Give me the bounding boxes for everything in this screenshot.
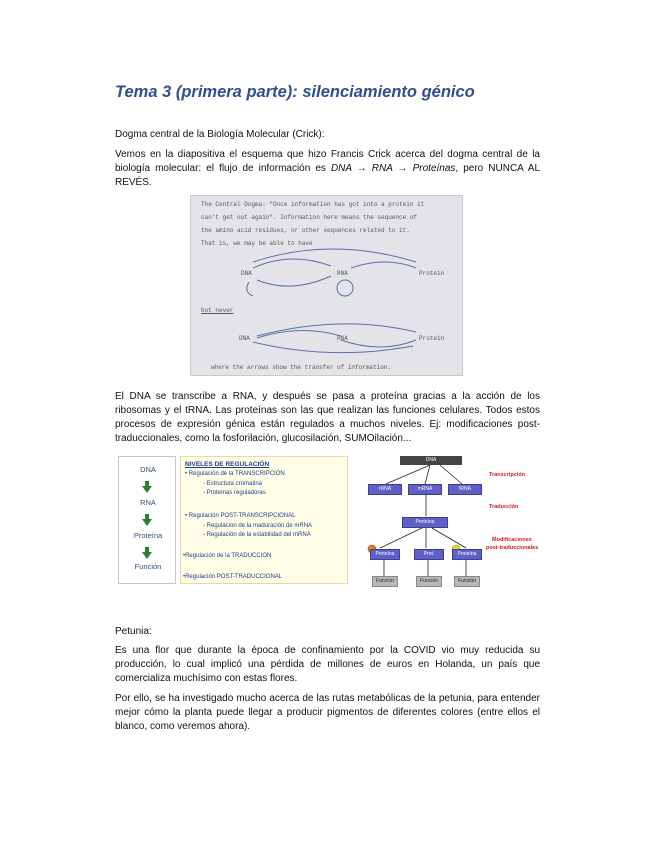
crick-arrows-icon: [191, 196, 463, 376]
section-heading-petunia: Petunia:: [115, 626, 152, 637]
paragraph-dogma: [115, 148, 540, 190]
regulation-item: • Regulación de la TRANSCRIPCIÓN: [185, 471, 285, 477]
figure-text-line: the amino acid residues, or other sequences related to it.: [201, 227, 410, 234]
section-heading-dogma: Dogma central de la Biología Molecular (Crick):: [115, 129, 325, 140]
flow-function: Función: [372, 576, 398, 587]
dogma-column: [118, 456, 176, 584]
flow-trna: tRNA: [448, 484, 482, 495]
label-post-traduccionales: post-traduccionales: [486, 545, 539, 551]
flow-protein: Proteína: [402, 517, 448, 528]
figure-text-line: That is, we may be able to have: [201, 240, 313, 247]
flow-text: DNA → RNA → Proteínas: [330, 163, 456, 174]
figure-text-but-never: but never: [201, 307, 234, 314]
page-title: Tema 3 (primera parte): silenciamiento génico: [115, 83, 475, 101]
figure-label-dna: DNA: [241, 270, 252, 277]
regulation-item: - Regulación de la maduración de mRNA: [203, 523, 313, 529]
regulation-item: • Regulación POST-TRANSCRIPCIONAL: [185, 513, 296, 519]
flow-function: Función: [416, 576, 442, 587]
figure-label-protein: Protein: [419, 335, 445, 342]
regulation-item: - Regulación de la estabilidad del mRNA: [203, 532, 311, 538]
dna-flow-diagram: [360, 456, 550, 588]
paragraph-text: , pero NUNCA AL REVÉS.: [115, 163, 541, 188]
paragraph-expression: El DNA se transcribe a RNA, y después se pasa a proteína gracias a la acción de los ribosomas y el tRNA. Las proteínas son las que realizan las funciones celulares. Todos estos procesos de expresión génica están regulados a muchos niveles. Ej: modificaciones post-traduccionales, como la fosforilación, glucosilación, SUMOilación...: [115, 391, 540, 444]
level-protein: Proteína: [133, 531, 163, 540]
regulation-item: •Regulación de la TRADUCCION: [183, 553, 272, 559]
label-traduccion: Traducción: [489, 504, 519, 510]
level-function: Función: [134, 562, 162, 571]
flow-rrna: rRNA: [368, 484, 402, 495]
arrow-down-icon: [142, 519, 152, 526]
paragraph-text: Vemos en la diapositiva el esquema que hizo Francis Crick acerca del dogma central de la biología molecular: el flujo de información es: [115, 149, 540, 174]
regulation-levels-figure: [118, 456, 348, 588]
figure-label-rna: RNA: [337, 270, 348, 277]
regulation-item: - Proteínas reguladoras: [203, 490, 266, 496]
level-dna: DNA: [140, 465, 156, 474]
paragraph-petunia-2: Por ello, se ha investigado mucho acerca de las rutas metabólicas de la petunia, para entender mejor cómo la planta puede llegar a producir pigmentos de diferentes colores (entre ellos el blanco, como veremos ahora).: [115, 693, 540, 732]
figure-label-dna: DNA: [239, 335, 250, 342]
figure-text-line: can't get out again". Information here means the sequence of: [201, 214, 418, 221]
regulation-list: [180, 456, 348, 584]
figure-text-line: The Central Dogma: "Once information has got into a protein it: [201, 201, 425, 208]
arrow-down-icon: [142, 486, 152, 493]
label-modificaciones: Modificaciones: [492, 537, 532, 543]
figure-label-protein: Protein: [419, 270, 445, 277]
flow-protein-variant: Proteína: [370, 549, 400, 560]
flow-function: Función: [454, 576, 480, 587]
level-rna: RNA: [140, 498, 156, 507]
label-transcripcion: Transcripción: [489, 472, 526, 478]
figure-label-rna: RNA: [337, 335, 348, 342]
crick-dogma-figure: [190, 195, 463, 376]
paragraph-petunia-1: Es una flor que durante la época de confinamiento por la COVID vio muy reducida su producción, lo cual implicó una pérdida de millones de euros en Holanda, un país que comercializa muchísimo con estas flores.: [115, 645, 540, 684]
flow-mrna: mRNA: [408, 484, 442, 495]
regulation-heading: NIVELES DE REGULACIÓN: [185, 461, 270, 468]
figure-footer: where the arrows show the transfer of information.: [211, 364, 392, 371]
arrow-down-icon: [142, 552, 152, 559]
regulation-item: - Estructura cromatina: [203, 481, 263, 487]
regulation-item: •Regulación POST-TRADUCCIONAL: [183, 574, 283, 580]
flow-dna: DNA: [400, 456, 462, 465]
flow-protein-variant: Proteína: [452, 549, 482, 560]
flow-protein-variant: Prot.: [414, 549, 444, 560]
